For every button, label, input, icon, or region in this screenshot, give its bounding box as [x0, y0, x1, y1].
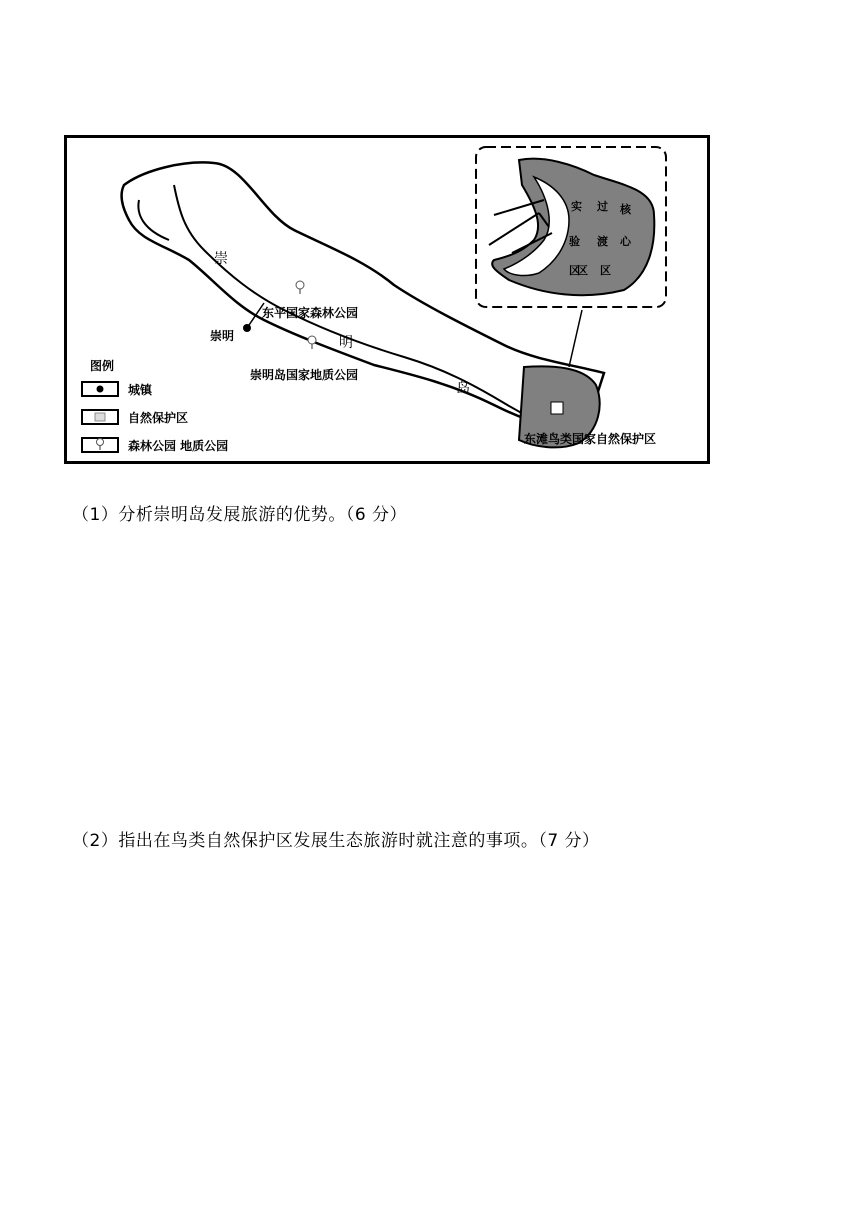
forest-park-label: 东平国家森林公园 — [262, 306, 359, 320]
reserve-label: 东滩鸟类国家自然保护区 — [524, 432, 657, 446]
town-dot-icon — [243, 324, 251, 332]
question-1: （1）分析崇明岛发展旅游的优势。（6 分） — [72, 505, 408, 525]
svg-text:区: 区 — [569, 264, 580, 277]
reserve-icon — [551, 402, 563, 414]
legend-park-label: 森林公园 地质公园 — [128, 439, 229, 453]
svg-text:心: 心 — [620, 235, 631, 248]
svg-text:过: 过 — [597, 200, 608, 213]
reserve-icon — [95, 413, 105, 421]
town-dot-icon — [97, 386, 104, 393]
legend-town-label: 城镇 — [128, 383, 153, 397]
svg-text:核: 核 — [620, 203, 631, 216]
svg-text:实: 实 — [571, 200, 582, 213]
svg-text:验: 验 — [569, 235, 580, 248]
town-label: 崇明 — [210, 329, 235, 343]
question-2: （2）指出在鸟类自然保护区发展生态旅游时就注意的事项。（7 分） — [72, 831, 600, 851]
svg-text:渡: 渡 — [597, 235, 608, 248]
island-char-chong: 崇 — [214, 251, 228, 267]
island-char-dao: 岛 — [456, 381, 470, 397]
legend-title: 图例 — [90, 359, 115, 373]
svg-text:区: 区 — [600, 264, 611, 277]
svg-text:区: 区 — [577, 264, 588, 277]
chongming-island-map — [64, 135, 710, 464]
geo-park-label: 崇明岛国家地质公园 — [250, 368, 359, 382]
island-char-ming: 明 — [339, 335, 353, 351]
legend-reserve-label: 自然保护区 — [128, 411, 189, 425]
